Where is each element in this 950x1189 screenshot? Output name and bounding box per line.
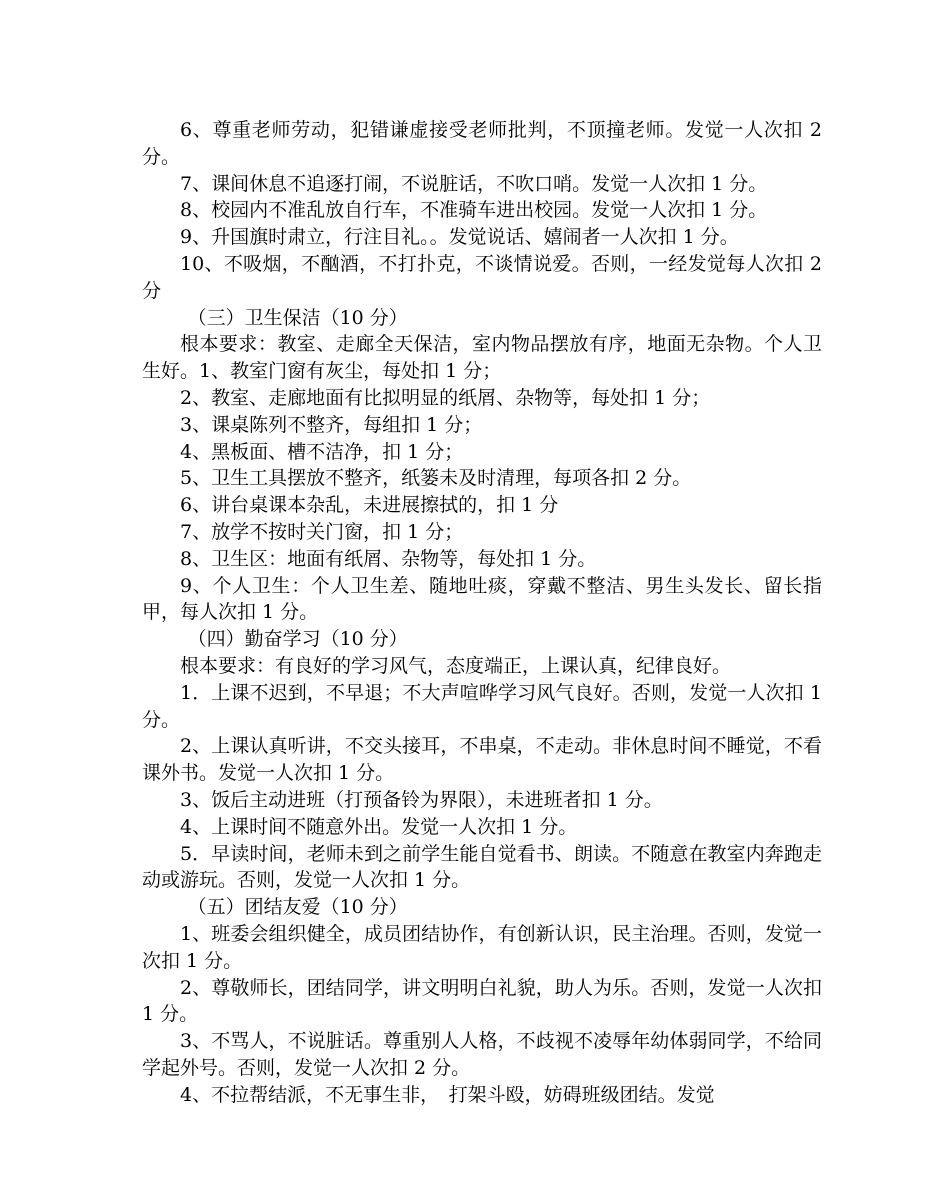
rule-item: 3、课桌陈列不整齐，每组扣 1 分；	[180, 413, 483, 436]
rule-item: 3、饭后主动进班（打预备铃为界限），未进班者扣 1 分。	[180, 788, 663, 811]
rule-item: 2、教室、走廊地面有比拟明显的纸屑、杂物等，每处扣 1 分；	[180, 386, 711, 409]
rule-item: 4、上课时间不随意外出。发觉一人次扣 1 分。	[180, 815, 578, 838]
rule-item: 2、上课认真听讲，不交头接耳，不串桌，不走动。非休息时间不睡觉，不看课外书。发觉一人次扣 1 分。	[142, 735, 822, 785]
rule-item: 3、不骂人，不说脏话。尊重别人人格，不歧视不凌辱年幼体弱同学，不给同学起外号。否则，发觉一人次扣 2 分。	[142, 1030, 822, 1079]
rule-item: 6、尊重老师劳动，犯错谦虚接受老师批判，不顶撞老师。发觉一人次扣 2 分。	[142, 119, 822, 168]
rule-item: 9、升国旗时肃立，行注目礼。。发觉说话、嬉闹者一人次扣 1 分。	[180, 226, 739, 249]
rule-item: 4、黑板面、槽不洁净，扣 1 分；	[180, 440, 464, 463]
rule-item: 8、卫生区：地面有纸屑、杂物等，每处扣 1 分。	[180, 547, 597, 570]
section-requirement: 根本要求：有良好的学习风气，态度端正，上课认真，纪律良好。	[180, 654, 732, 677]
document-body	[142, 117, 822, 1108]
rule-item: 9、个人卫生：个人卫生差、随地吐痰，穿戴不整洁、男生头发长、留长指甲，每人次扣 1 分。	[142, 574, 822, 624]
section-heading-unity: （五）团结友爱（10 分）	[187, 896, 408, 919]
rule-item: 4、不拉帮结派，不无事生非， 打架斗殴，妨碍班级团结。发觉	[180, 1083, 715, 1106]
rule-item: 8、校园内不准乱放自行车，不准骑车进出校园。发觉一人次扣 1 分。	[180, 199, 768, 222]
rule-item: 10、不吸烟，不酗酒，不打扑克，不谈情说爱。否则，一经发觉每人次扣 2 分	[142, 252, 822, 302]
rule-item: 1．上课不迟到，不早退；不大声喧哗学习风气良好。否则，发觉一人次扣 1 分。	[142, 681, 822, 731]
section-heading-hygiene: （三）卫生保洁（10 分）	[187, 306, 408, 329]
section-heading-study: （四）勤奋学习（10 分）	[187, 628, 408, 651]
rule-item: 1、班委会组织健全，成员团结协作，有创新认识，民主治理。否则，发觉一次扣 1 分。	[142, 922, 822, 972]
rule-item: 7、放学不按时关门窗，扣 1 分；	[180, 520, 464, 543]
rule-item: 6、讲台桌课本杂乱，未进展擦拭的，扣 1 分	[180, 494, 559, 517]
rule-item: 5．早读时间，老师未到之前学生能自觉看书、朗读。不随意在教室内奔跑走动或游玩。否则，发觉一人次扣 1 分。	[142, 842, 822, 892]
section-requirement: 根本要求：教室、走廊全天保洁，室内物品摆放有序，地面无杂物。个人卫生好。1、教室门窗有灰尘，每处扣 1 分；	[142, 333, 822, 383]
rule-item: 5、卫生工具摆放不整齐，纸篓未及时清理，每项各扣 2 分。	[180, 467, 692, 490]
rule-item: 7、课间休息不追逐打闹，不说脏话，不吹口哨。发觉一人次扣 1 分。	[180, 172, 768, 195]
rule-item: 2、尊敬师长，团结同学，讲文明明白礼貌，助人为乐。否则，发觉一人次扣 1 分。	[142, 976, 822, 1026]
